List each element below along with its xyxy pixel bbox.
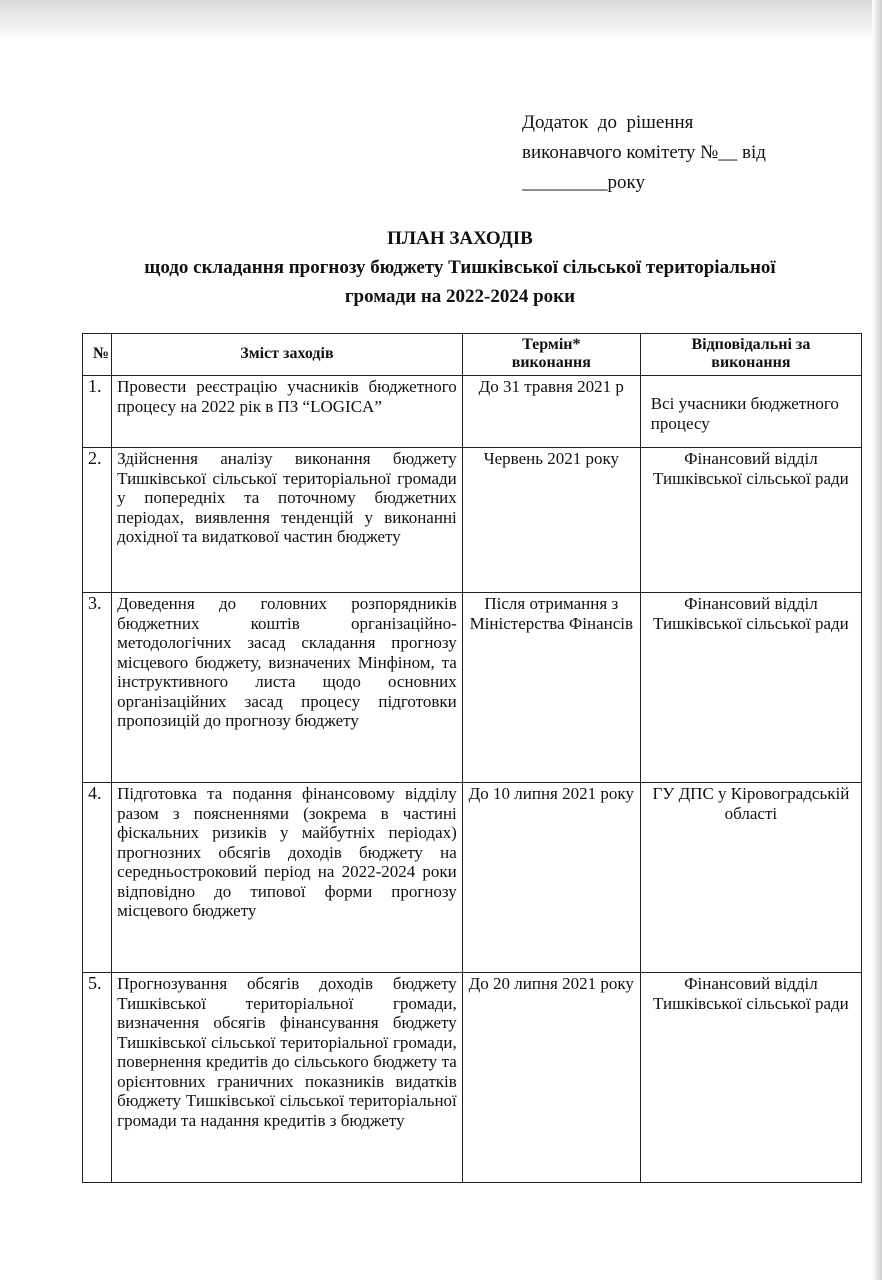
row-responsible: ГУ ДПС у Кіровоградській області <box>640 783 861 973</box>
table-row <box>83 376 862 448</box>
row-term: Після отримання з Міністерства Фінансів <box>462 593 640 783</box>
plan-table <box>82 333 862 1183</box>
annex-line-1: Додаток до рішення <box>522 112 694 133</box>
table-row <box>83 973 862 1183</box>
row-responsible: Всі учасники бюджетного процесу <box>640 376 861 448</box>
annex-line-2: виконавчого комітету №__ від <box>522 142 766 163</box>
page-right-shadow <box>872 0 882 1280</box>
header-resp-line-1: Відповідальні за <box>691 336 811 353</box>
row-term: Червень 2021 року <box>462 448 640 593</box>
row-term: До 20 липня 2021 року <box>462 973 640 1183</box>
header-term-line-2: виконання <box>511 354 591 371</box>
row-content: Доведення до головних розпорядників бюджетних коштів організаційно-методологічних засад складання прогнозу місцевого бюджету, визначених Мінфіном, та інструктивного листа щодо основних організаційних засад процесу підготовки пропозицій до прогнозу бюджету <box>112 593 463 783</box>
row-content: Прогнозування обсягів доходів бюджету Тишківської територіальної громади, визначення обсягів фінансування бюджету Тишківської сільської територіальної громади, повернення кредитів до сільського бюджету та орієнтовних граничних показників видатків бюджету Тишківської сільської територіальної громади та надання кредитів з бюджету <box>112 973 463 1183</box>
row-number: 4. <box>83 783 112 973</box>
row-content: Підготовка та подання фінансовому відділу разом з поясненнями (зокрема в частині фіскальних ризиків у майбутніх періодах) прогнозних обсягів доходів бюджету на середньостроковий період на 2022-2024 роки відповідно до типової форми прогнозу місцевого бюджету <box>112 783 463 973</box>
row-responsible: Фінансовий відділ Тишківської сільської ради <box>640 973 861 1183</box>
row-number: 5. <box>83 973 112 1183</box>
header-term <box>462 334 640 376</box>
header-number: № <box>83 334 112 376</box>
title-line-2: щодо складання прогнозу бюджету Тишківської сільської територіальної <box>144 257 776 278</box>
header-resp-line-2: виконання <box>711 354 791 371</box>
row-responsible: Фінансовий відділ Тишківської сільської ради <box>640 593 861 783</box>
table-header-row <box>83 334 862 376</box>
row-content: Здійснення аналізу виконання бюджету Тишківської сільської територіальної громади у попередніх та поточному бюджетних періодах, виявлення тенденцій у виконанні дохідної та видаткової частин бюджету <box>112 448 463 593</box>
row-number: 2. <box>83 448 112 593</box>
page-top-shadow <box>0 0 882 40</box>
annex-note <box>522 108 852 198</box>
table-row <box>83 593 862 783</box>
annex-line-3: _________року <box>522 172 645 193</box>
header-responsible <box>640 334 861 376</box>
row-content: Провести реєстрацію учасників бюджетного процесу на 2022 рік в ПЗ “LOGICA” <box>112 376 463 448</box>
row-term: До 10 липня 2021 року <box>462 783 640 973</box>
title-line-3: громади на 2022-2024 роки <box>344 286 576 307</box>
row-number: 1. <box>83 376 112 448</box>
title-line-1: ПЛАН ЗАХОДІВ <box>387 228 533 249</box>
table-row <box>83 448 862 593</box>
row-number: 3. <box>83 593 112 783</box>
header-content: Зміст заходів <box>112 334 463 376</box>
row-term: До 31 травня 2021 р <box>462 376 640 448</box>
table-row <box>83 783 862 973</box>
header-term-line-1: Термін* <box>522 336 581 353</box>
row-responsible: Фінансовий відділ Тишківської сільської ради <box>640 448 861 593</box>
document-title <box>60 224 860 311</box>
